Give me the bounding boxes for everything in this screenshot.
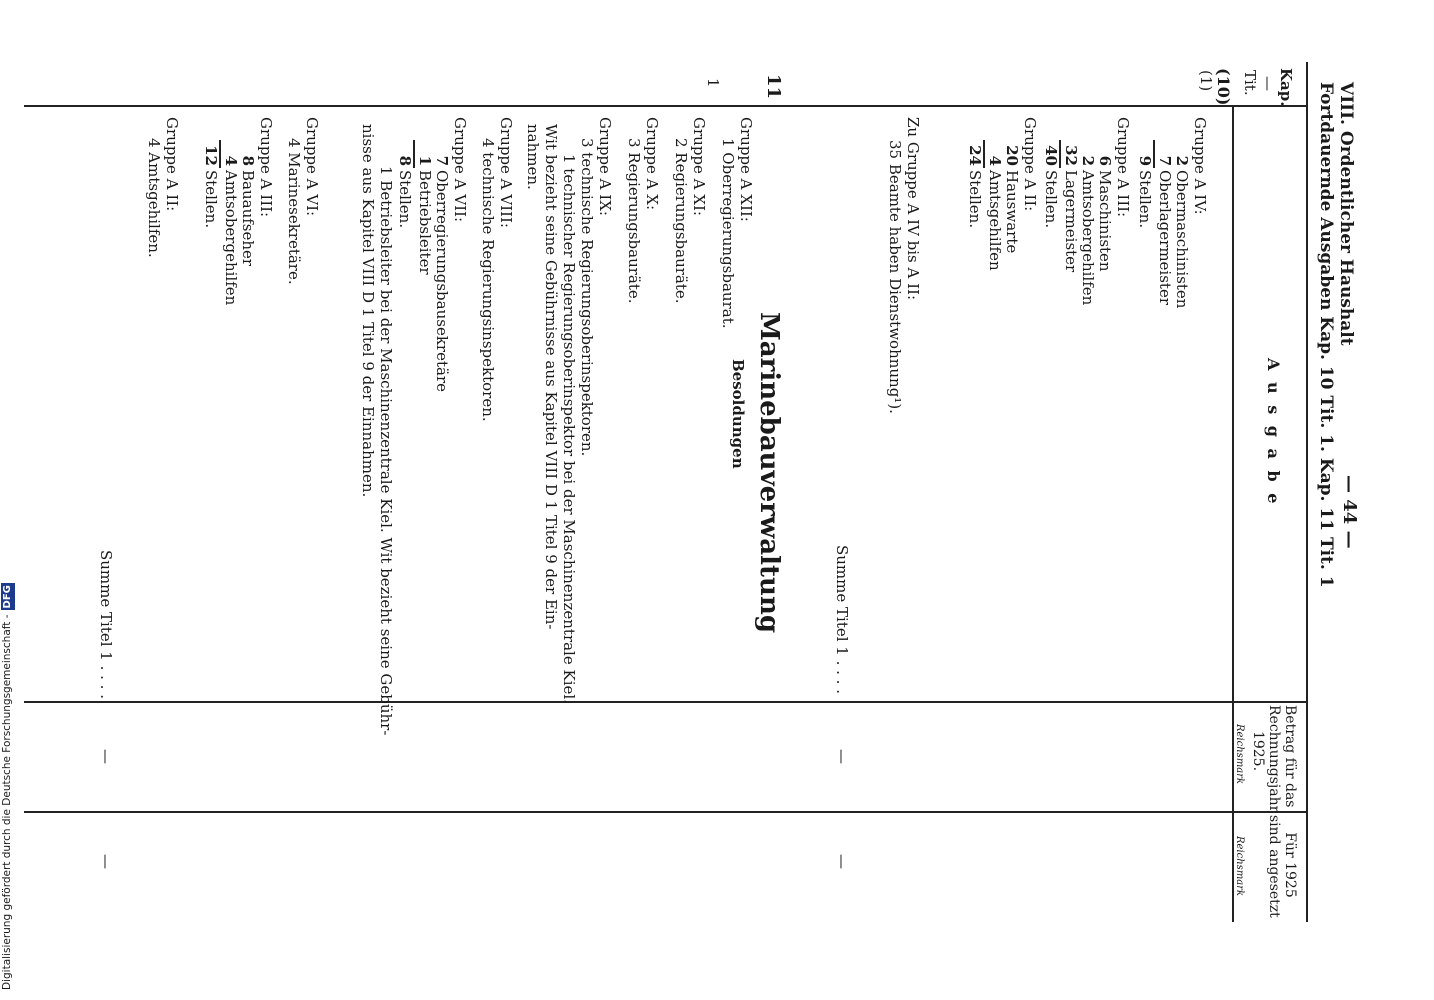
kap11-g-viii-line: 4 technische Regierungsinspektoren. xyxy=(479,138,497,422)
column-divider-kap xyxy=(24,105,1308,107)
column-fuer-line2: sind angesetzt xyxy=(1266,815,1282,918)
column-divider-betrag xyxy=(24,811,1308,813)
kap10-g3-total-t: Stellen. xyxy=(966,170,984,229)
kap11-g-vii-n2: 1 xyxy=(416,155,434,166)
kap10-g2-n3: 32 xyxy=(1062,145,1080,166)
kap11-tit: 1 xyxy=(704,78,722,88)
kap11-g-vii-n1: 7 xyxy=(433,155,451,166)
kap11-g-vii-t1: Oberregierungsbausekretäre xyxy=(433,170,451,392)
kap11-g-iii-t2: Amtsobergehilfen xyxy=(222,170,240,306)
kap11-g-ix-line1: 3 technische Regierungsoberinspektoren. xyxy=(578,138,596,457)
kap11-g-ix-line2: 1 technischer Regierungsoberinspektor bei der Maschinenzentrale Kiel. xyxy=(560,154,578,704)
section-subtitle: Fortdauernde Ausgaben Kap. 10 Tit. 1. Kap. 11 Tit. 1 xyxy=(1316,82,1336,588)
kap11-g-vii-note2: nisse aus Kapitel VIII D 1 Titel 9 der Einnahmen. xyxy=(359,124,377,498)
kap10-g1-t2: Oberlagermeister xyxy=(1156,170,1174,306)
column-betrag-line1: Betrag für das xyxy=(1282,705,1298,808)
kap11-g-viii-head: Gruppe A VIII: xyxy=(497,117,515,228)
kap11-g-iii-head: Gruppe A III: xyxy=(257,117,275,218)
kap10-g2-n1: 6 xyxy=(1096,155,1114,166)
kap11-summe-fuer: — xyxy=(97,854,115,869)
kap10-tit: (1) xyxy=(1197,70,1215,92)
section-title: VIII. Ordentlicher Haushalt xyxy=(1336,82,1356,346)
kap10-g2-t1: Maschinisten xyxy=(1096,170,1114,272)
kap10-g2-head: Gruppe A III: xyxy=(1114,117,1132,218)
kap10-g3-head: Gruppe A II: xyxy=(1021,117,1039,212)
kap11-g-xii-line: 1 Oberregierungsbaurat. xyxy=(719,138,737,329)
table-top-rule xyxy=(1306,62,1308,922)
kap10-g1-t1: Obermaschinisten xyxy=(1173,170,1191,309)
kap10-g3-total-n: 24 xyxy=(966,145,984,166)
kap11-g-ix-head: Gruppe A IX: xyxy=(596,117,614,216)
kap11-g-ix-line4: nahmen. xyxy=(524,124,542,190)
column-betrag-line2: Rechnungsjahr xyxy=(1266,705,1282,813)
kap10-g2-n2: 2 xyxy=(1079,155,1097,166)
kap10-g3-t2: Amtsgehilfen xyxy=(986,170,1004,271)
column-divider-ausgabe xyxy=(24,701,1308,703)
kap10-g1-total-n: 9 xyxy=(1136,155,1154,166)
kap11-g-ix-line3: Wit bezieht seine Gebührnisse aus Kapitel VIII D 1 Titel 9 der Ein- xyxy=(542,124,560,630)
kap11-g-xi-line: 2 Regierungsbauräte. xyxy=(672,138,690,304)
kap10-g1-total-t: Stellen. xyxy=(1136,170,1154,229)
kap10-number: (10) xyxy=(1214,68,1233,106)
kap10-zu-sub: 35 Beamte haben Dienstwohnung¹). xyxy=(886,140,904,414)
kap11-g-iii-total-n: 12 xyxy=(202,145,220,166)
kap10-zu-line: Zu Gruppe A IV bis A II: xyxy=(904,117,922,301)
column-dash: — xyxy=(1259,76,1277,91)
kap10-g1-n1: 2 xyxy=(1173,155,1191,166)
column-betrag-unit: Reichsmark xyxy=(1234,724,1245,785)
kap11-g-ii-head: Gruppe A II: xyxy=(163,117,181,212)
kap11-summe-betrag: — xyxy=(97,749,115,764)
kap11-title: Marinebauverwaltung xyxy=(754,312,784,634)
kap10-g2-total-n: 40 xyxy=(1042,145,1060,166)
kap11-g-iii-total-t: Stellen. xyxy=(202,170,220,229)
kap10-summe: Summe Titel 1 . . . . xyxy=(833,545,851,694)
table-header-rule xyxy=(1232,105,1234,922)
kap11-g-xi-head: Gruppe A XI: xyxy=(690,117,708,216)
kap11-g-vii-total-n: 8 xyxy=(396,155,414,166)
kap10-summe-betrag: — xyxy=(833,749,851,764)
column-tit: Tit. xyxy=(1241,70,1259,96)
page-number: — 44 — xyxy=(1339,475,1360,549)
kap11-g-xii-head: Gruppe A XII: xyxy=(737,117,755,222)
kap11-g-vi-line: 4 Marinesekretäre. xyxy=(285,138,303,285)
kap11-g-vii-note1: 1 Betriebsleiter bei der Maschinenzentrale Kiel. Wit bezieht seine Gebühr- xyxy=(377,166,395,736)
kap11-g-vii-total-t: Stellen. xyxy=(396,170,414,229)
kap10-g3-t1: Hauswarte xyxy=(1003,170,1021,254)
kap10-g3-n1: 20 xyxy=(1003,145,1021,166)
column-fuer-line1: Für 1925 xyxy=(1282,832,1298,898)
kap10-g3-n2: 4 xyxy=(986,155,1004,166)
kap11-g-x-head: Gruppe A X: xyxy=(643,117,661,210)
column-ausgabe: A u s g a b e xyxy=(1264,358,1283,507)
kap11-subtitle: Besoldungen xyxy=(729,359,747,469)
column-betrag-line3: 1925. xyxy=(1250,730,1266,772)
kap11-g-iii-t1: Bauaufseher xyxy=(239,170,257,267)
column-fuer-unit: Reichsmark xyxy=(1234,836,1245,897)
kap10-g2-t2: Amtsobergehilfen xyxy=(1079,170,1097,306)
kap11-g-iii-n1: 8 xyxy=(239,155,257,166)
kap11-number: 11 xyxy=(763,74,784,100)
kap11-g-iii-n2: 4 xyxy=(222,155,240,166)
kap11-g-vi-head: Gruppe A VI: xyxy=(303,117,321,217)
kap10-g2-t3: Lagermeister xyxy=(1062,170,1080,273)
kap11-g-x-line: 3 Regierungsbauräte. xyxy=(625,138,643,304)
footer-text: Digitalisierung gefördert durch die Deutsche Forschungsgemeinschaft - xyxy=(1,614,13,990)
kap10-g1-n2: 7 xyxy=(1156,155,1174,166)
dfg-logo: DFG xyxy=(2,585,13,609)
kap11-g-vii-head: Gruppe A VII: xyxy=(451,117,469,222)
digitization-footer xyxy=(0,0,14,1000)
kap11-summe: Summe Titel 1 . . . . xyxy=(97,550,115,699)
kap11-g-vii-t2: Betriebsleiter xyxy=(416,170,434,275)
kap11-g-ii-line: 4 Amtsgehilfen. xyxy=(145,138,163,258)
kap10-g1-head: Gruppe A IV: xyxy=(1191,117,1209,215)
kap10-summe-fuer: — xyxy=(833,854,851,869)
kap10-g2-total-t: Stellen. xyxy=(1042,170,1060,229)
column-kap: Kap. xyxy=(1277,68,1295,107)
